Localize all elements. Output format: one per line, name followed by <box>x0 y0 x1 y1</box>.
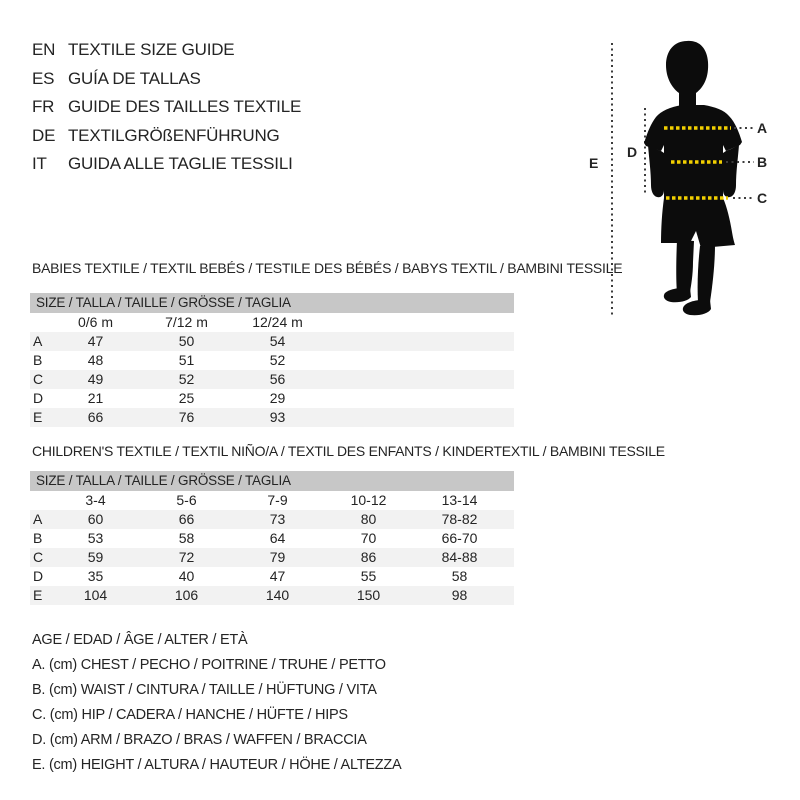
row-label: A <box>33 333 43 349</box>
table-cell: 73 <box>269 511 286 527</box>
children-size-header-bar: SIZE / TALLA / TAILLE / GRÖSSE / TAGLIA <box>30 471 514 491</box>
lang-code-es: ES <box>32 68 55 88</box>
table-cell: 52 <box>269 352 286 368</box>
title-it: GUIDA ALLE TAGLIE TESSILI <box>68 154 293 174</box>
title-fr: GUIDE DES TAILLES TEXTILE <box>68 97 302 117</box>
table-row <box>30 586 514 605</box>
row-label: D <box>33 390 44 406</box>
row-label: C <box>33 549 44 565</box>
lang-code-it: IT <box>32 154 47 174</box>
label-chest-a: A <box>757 120 768 136</box>
column-header: 13-14 <box>441 492 478 508</box>
title-row-fr <box>32 93 301 122</box>
title-es: GUÍA DE TALLAS <box>68 68 201 88</box>
column-header: 10-12 <box>350 492 387 508</box>
language-title-block <box>32 36 301 179</box>
lang-code-de: DE <box>32 125 56 145</box>
spacer-cell <box>30 313 50 332</box>
column-header: 12/24 m <box>252 314 303 330</box>
title-row-en <box>32 36 301 65</box>
table-cell: 48 <box>87 352 104 368</box>
children-section-heading: CHILDREN'S TEXTILE / TEXTIL NIÑO/A / TEXTIL DES ENFANTS / KINDERTEXTIL / BAMBINI TESSILE <box>32 443 665 459</box>
table-row <box>30 510 514 529</box>
spacer-cell <box>30 491 50 510</box>
label-arm-d: D <box>627 144 638 160</box>
table-cell: 106 <box>174 587 199 603</box>
title-de: TEXTILGRÖßENFÜHRUNG <box>68 125 280 145</box>
table-cell: 35 <box>87 568 104 584</box>
table-cell: 58 <box>451 568 468 584</box>
table-row <box>30 567 514 586</box>
table-cell: 50 <box>178 333 195 349</box>
children-size-table <box>30 471 514 605</box>
silhouette-left-leg <box>676 240 694 292</box>
table-cell: 66 <box>87 409 104 425</box>
table-cell: 76 <box>178 409 195 425</box>
lang-code-en: EN <box>32 40 56 60</box>
column-header: 5-6 <box>176 492 197 508</box>
silhouette-left-shoe <box>664 288 691 303</box>
table-row <box>30 529 514 548</box>
silhouette-shorts <box>661 198 735 248</box>
table-row <box>30 370 514 389</box>
table-cell: 59 <box>87 549 104 565</box>
column-header: 0/6 m <box>77 314 113 330</box>
lang-code-fr: FR <box>32 97 55 117</box>
measurement-legend <box>32 628 401 778</box>
title-row-es <box>32 65 301 94</box>
table-cell: 47 <box>87 333 104 349</box>
table-cell: 56 <box>269 371 286 387</box>
table-cell: 60 <box>87 511 104 527</box>
table-cell: 55 <box>360 568 377 584</box>
title-row-it <box>32 150 301 179</box>
table-cell: 21 <box>87 390 104 406</box>
legend-line-height: E. (cm) HEIGHT / ALTURA / HAUTEUR / HÖHE / ALTEZZA <box>32 757 402 773</box>
child-silhouette <box>644 41 742 315</box>
silhouette-right-leg <box>698 245 715 302</box>
legend-line-hip: C. (cm) HIP / CADERA / HANCHE / HÜFTE / HIPS <box>32 707 348 723</box>
legend-line-age: AGE / EDAD / ÂGE / ALTER / ETÀ <box>32 632 248 648</box>
table-cell: 66 <box>178 511 195 527</box>
table-cell: 79 <box>269 549 286 565</box>
table-cell: 66-70 <box>441 530 478 546</box>
table-cell: 47 <box>269 568 286 584</box>
table-cell: 70 <box>360 530 377 546</box>
legend-line-chest: A. (cm) CHEST / PECHO / POITRINE / TRUHE / PETTO <box>32 657 386 673</box>
table-cell: 93 <box>269 409 286 425</box>
table-row <box>30 389 514 408</box>
table-cell: 86 <box>360 549 377 565</box>
silhouette-right-arm <box>723 145 739 197</box>
table-row <box>30 408 514 427</box>
row-label: C <box>33 371 44 387</box>
table-cell: 98 <box>451 587 468 603</box>
table-row <box>30 332 514 351</box>
row-label: B <box>33 352 43 368</box>
table-cell: 80 <box>360 511 377 527</box>
table-cell: 54 <box>269 333 286 349</box>
row-label: E <box>33 587 43 603</box>
silhouette-left-arm <box>648 145 664 197</box>
table-cell: 25 <box>178 390 195 406</box>
label-height-e: E <box>589 155 599 171</box>
title-en: TEXTILE SIZE GUIDE <box>68 40 235 60</box>
children-column-header-row <box>30 491 514 510</box>
table-row <box>30 548 514 567</box>
babies-size-table <box>30 293 514 427</box>
column-header: 3-4 <box>85 492 106 508</box>
table-cell: 150 <box>356 587 381 603</box>
label-waist-b: B <box>757 154 768 170</box>
table-cell: 58 <box>178 530 195 546</box>
silhouette-head <box>666 41 708 107</box>
table-row <box>30 351 514 370</box>
row-label: E <box>33 409 43 425</box>
title-row-de <box>32 122 301 151</box>
table-cell: 84-88 <box>441 549 478 565</box>
table-cell: 29 <box>269 390 286 406</box>
column-header: 7/12 m <box>165 314 208 330</box>
table-cell: 52 <box>178 371 195 387</box>
legend-line-arm: D. (cm) ARM / BRAZO / BRAS / WAFFEN / BRACCIA <box>32 732 367 748</box>
silhouette-right-shoe <box>683 300 711 316</box>
table-cell: 53 <box>87 530 104 546</box>
table-cell: 78-82 <box>441 511 478 527</box>
label-hip-c: C <box>757 190 768 206</box>
column-header: 7-9 <box>267 492 288 508</box>
row-label: D <box>33 568 44 584</box>
row-label: A <box>33 511 43 527</box>
measurement-figure <box>580 25 800 325</box>
legend-line-waist: B. (cm) WAIST / CINTURA / TAILLE / HÜFTUNG / VITA <box>32 682 377 698</box>
table-cell: 64 <box>269 530 286 546</box>
babies-section-heading: BABIES TEXTILE / TEXTIL BEBÉS / TESTILE DES BÉBÉS / BABYS TEXTIL / BAMBINI TESSILE <box>32 260 623 276</box>
table-cell: 72 <box>178 549 195 565</box>
table-cell: 104 <box>83 587 108 603</box>
row-label: B <box>33 530 43 546</box>
table-cell: 140 <box>265 587 290 603</box>
table-cell: 49 <box>87 371 104 387</box>
table-cell: 51 <box>178 352 195 368</box>
babies-size-header-bar: SIZE / TALLA / TAILLE / GRÖSSE / TAGLIA <box>30 293 514 313</box>
child-silhouette-figure <box>580 25 800 325</box>
babies-column-header-row <box>30 313 514 332</box>
table-cell: 40 <box>178 568 195 584</box>
